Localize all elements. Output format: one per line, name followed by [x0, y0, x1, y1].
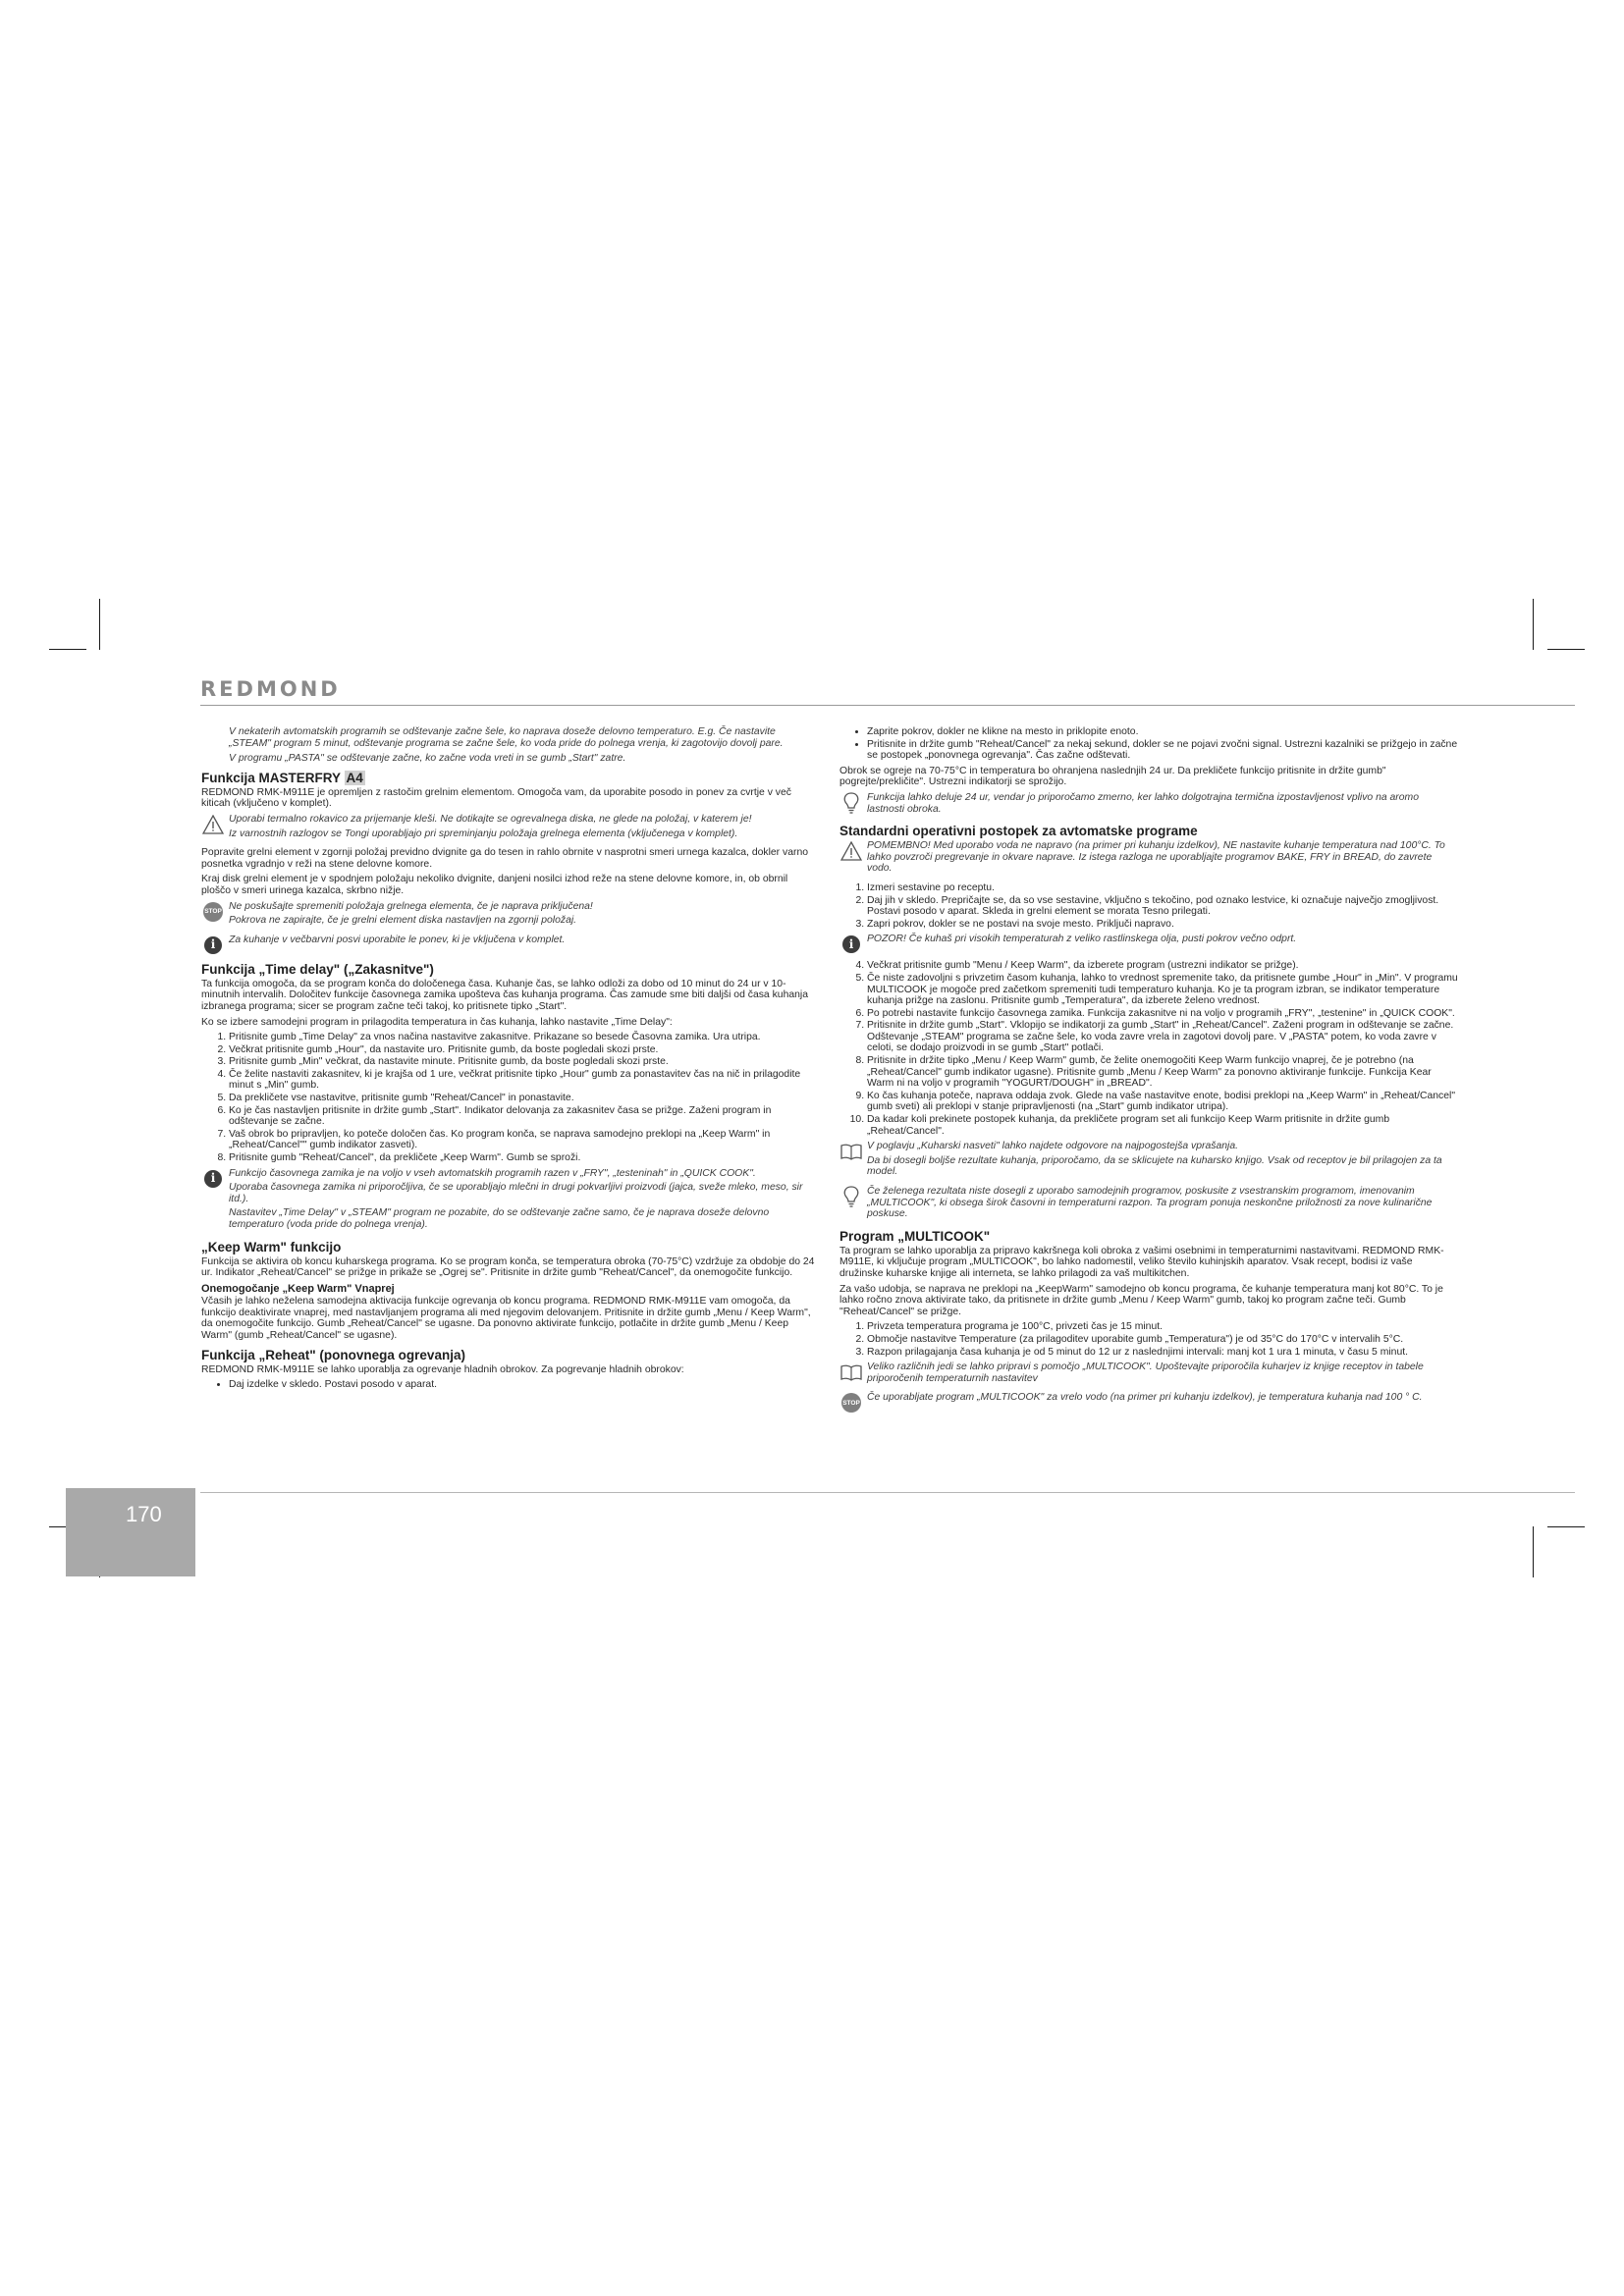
section-title-standard: Standardni operativni postopek za avtomatske programe	[839, 824, 1198, 839]
note-text: Če želenega rezultata niste dosegli z uporabo samodejnih programov, poskusite z vsestranskim programom, imenovanim „MULTICOOK", ki obsega širok časovni in temperaturni razpon. Ta program ponuja neskončne priložnosti za nove kulinarične poskuse.	[867, 1186, 1433, 1220]
list-item: 3. Zapri pokrov, dokler se ne postavi na svoje mesto. Priključi napravo.	[867, 919, 1458, 931]
note-text: Za kuhanje v večbarvni posvi uporabite le ponev, ki je vključena v komplet.	[229, 934, 566, 945]
stop-note	[839, 1392, 1458, 1414]
warning-note	[839, 840, 1458, 878]
brand-logo: REDMOND	[200, 677, 341, 701]
list-item: 2. Območje nastavitve Temperature (za prilagoditev uporabite gumb „Temperatura") je od 35°C do 170°C v intervalih 5°C.	[867, 1334, 1458, 1346]
list-item: 1. Pritisnite gumb „Time Delay" za vnos načina nastavitve zakasnitve. Prikazane so besede Časovna zamika. Ura utripa.	[229, 1032, 815, 1043]
intro-note: V nekaterih avtomatskih programih se odštevanje začne šele, ko naprava doseže delovno temperaturo. E.g. Če nastavite „STEAM" program 5 minut, odštevanje programa se začne šele, ko voda pride do polnega vrenja, ki zagotovijo dovolj pare.	[229, 726, 784, 749]
list-item: 4. Če želite nastaviti zakasnitev, ki je krajša od 1 ure, večkrat pritisnite tipko „Hour" gumb za ponastavitev čas na nič in prilagodite minut s „Min" gumb.	[229, 1069, 815, 1092]
note-text: Uporaba časovnega zamika ni priporočljiva, če se uporabljajo mlečni in drugi pokvarljivi proizvodi (jajca, sveže mleko, meso, sir itd.).	[229, 1182, 803, 1204]
crop-mark	[49, 649, 86, 650]
list-item: 2. Daj jih v skledo. Prepričajte se, da so vse sestavine, vključno s tekočino, pod oznako lestvice, ki označuje največjo zmogljivost. Postavi posodo v aparat. Skleda in grelni element se morata Tesno prilegati.	[867, 895, 1458, 918]
footer-rule	[200, 1492, 1575, 1493]
crop-mark	[1547, 649, 1585, 650]
list-item: 8. Pritisnite in držite tipko „Menu / Keep Warm" gumb, če želite onemogočiti Keep Warm funkcijo vnaprej, če je potrebno (na „Reheat/Cancel" gumb indikator ugasne). Pritisnite gumb „Menu / Keep Warm" za ponovno aktiviranje funkcije. Funkcija Kear Warm ni na voljo v programih "YOGURT/DOUGH" in „BREAD".	[867, 1055, 1458, 1090]
paragraph: Ko se izbere samodejni program in prilagodita temperatura in čas kuhanja, lahko nastavite „Time Delay":	[201, 1016, 673, 1028]
masterfry-badge: A4	[346, 770, 363, 785]
reheat-bullets	[201, 1379, 815, 1391]
list-item: • Pritisnite in držite gumb "Reheat/Cancel" za nekaj sekund, dokler se ne pojavi zvočni signal. Ustrezni kazalniki se prižgejo in začne se postopek „ponovnega ogrevanja". Čas začne odštevati.	[867, 739, 1458, 762]
list-item: • Zaprite pokrov, dokler ne klikne na mesto in priklopite enoto.	[867, 726, 1458, 738]
left-column	[201, 726, 815, 1395]
tip-note	[839, 792, 1458, 818]
crop-mark	[1533, 1526, 1534, 1577]
section-title-masterfry	[201, 771, 815, 785]
info-icon: i	[204, 1170, 222, 1188]
paragraph: REDMOND RMK-M911E se lahko uporablja za ogrevanje hladnih obrokov. Za pogrevanje hladnih obrokov:	[201, 1363, 684, 1375]
list-item: 8. Pritisnite gumb "Reheat/Cancel", da prekličete „Keep Warm". Gumb se sproži.	[229, 1152, 815, 1164]
list-item: 4. Večkrat pritisnite gumb "Menu / Keep Warm", da izberete program (ustrezni indikator se prižge).	[867, 960, 1458, 972]
note-text: Veliko različnih jedi se lahko pripravi s pomočjo „MULTICOOK". Upoštevajte priporočila kuharjev iz knjige receptov in tabele priporočenih temperaturnih nastavitev	[867, 1362, 1424, 1384]
tip-note	[839, 1186, 1458, 1223]
intro-note: V programu „PASTA" se odštevanje začne, ko začne voda vreti in se gumb „Start" zatre.	[229, 753, 626, 765]
note-text: POMEMBNO! Med uporabo voda ne napravo (na primer pri kuhanju izdelkov), NE nastavite kuhanje temperatura nad 100°C. To lahko povzroči pregrevanje in okvare naprave. Iz istega razloga ne uporabljajte programov BAKE, FRY in BREAD, do zavrete vodo.	[867, 840, 1445, 875]
list-item: 10. Da kadar koli prekinete postopek kuhanja, da prekličete program set ali funkcijo Keep Warm pritisnite in držite gumb „Reheat/Cancel".	[867, 1114, 1458, 1137]
note-text: Če uporabljate program „MULTICOOK" za vrelo vodo (na primer pri kuhanju izdelkov), je temperatura kuhanja nad 100 ° C.	[867, 1392, 1423, 1404]
book-icon	[839, 1362, 863, 1383]
list-item: 1. Izmeri sestavine po receptu.	[867, 882, 1458, 894]
list-item: 1. Privzeta temperatura programa je 100°C, privzeti čas je 15 minut.	[867, 1321, 1458, 1333]
subsection-title: Onemogočanje „Keep Warm" Vnaprej	[201, 1282, 395, 1295]
paragraph: Popravite grelni element v zgornji položaj previdno dvignite ga do tesen in rahlo obrnite v nasprotni smeri urnega kazalca, dokler varno posnetka vgradnjo v reži na stene delovne komore.	[201, 847, 809, 870]
stop-icon: STOP	[841, 1393, 861, 1413]
list-item: 3. Pritisnite gumb „Min" večkrat, da nastavite minute. Pritisnite gumb, da boste pogledali skozi prste.	[229, 1056, 815, 1068]
list-item: 5. Da prekličete vse nastavitve, pritisnite gumb "Reheat/Cancel" in ponastavite.	[229, 1093, 815, 1104]
paragraph: Za vašo udobja, se naprava ne preklopi na „KeepWarm" samodejno ob koncu programa, če kuhanje temperatura manj kot 80°C. To je lahko ročno znova aktivirate tako, da pritisnete in držite gumb „Menu / Keep Warm" gumb, takoj ko program začne teči. Gumb "Reheat/Cancel" se prižge.	[839, 1283, 1443, 1317]
note-text: Uporabi termalno rokavico za prijemanje kleši. Ne dotikajte se ogrevalnega diska, ne glede na položaj, v katerem je!	[229, 813, 752, 825]
header-rule	[200, 705, 1575, 706]
standard-steps	[839, 882, 1458, 930]
book-note	[839, 1362, 1458, 1387]
list-item: 7. Vaš obrok bo pripravljen, ko poteče določen čas. Ko program konča, se naprava samodejno preklopi na „Keep Warm" in „Reheat/Cancel"" gumb indikator zasveti).	[229, 1129, 815, 1151]
paragraph: Ta program se lahko uporablja za pripravo kakršnega koli obroka z vašimi osebnimi in temperaturnimi nastavitvami. REDMOND RMK-M911E, ki vključuje program „MULTICOOK", bo lahko nadomestil, veliko število kuhinjskih aparatov. Vsak recept, bodisi iz vaše družinske kuharske knjige ali interneta, se lahko prilagodi za vaš multikitchen.	[839, 1245, 1444, 1279]
standard-steps-cont	[839, 960, 1458, 1137]
section-title-timedelay: Funkcija „Time delay" („Zakasnitve")	[201, 961, 434, 977]
section-title-reheat: Funkcija „Reheat" (ponovnega ogrevanja)	[201, 1347, 465, 1362]
crop-mark	[99, 599, 100, 650]
book-icon	[839, 1141, 863, 1162]
reheat-bullets-cont	[839, 726, 1458, 762]
multicook-steps	[839, 1321, 1458, 1358]
paragraph: Funkcija se aktivira ob koncu kuharskega programa. Ko se program konča, se temperatura obroka (70-75°C) vzdržuje za obdobje do 24 ur. Indikator „Reheat/Cancel" se prižge in prikaže se „Ogrej se". Pritisnite in držite gumb "Reheat/Cancel", da onemogočite funkcijo.	[201, 1255, 815, 1279]
book-note	[839, 1141, 1458, 1181]
stop-note	[201, 901, 815, 930]
crop-mark	[1547, 1526, 1585, 1527]
paragraph: Včasih je lahko neželena samodejna aktivacija funkcije ogrevanja ob koncu programa. REDMOND RMK-M911E vam omogoča, da funkcijo deaktivirate vnaprej, med nastavljanjem programa ali med njegovim delovanjem. Pritisnite in držite gumb „Menu / Keep Warm", da onemogočite funkcijo. Gumb „Reheat/Cancel" se ugasne. Da ponovno aktivirate funkcijo, potlačite in držite gumb „Menu / Keep Warm" (gumb „Reheat/Cancel" se ugasne).	[201, 1296, 811, 1342]
paragraph: Obrok se ogreje na 70-75°C in temperatura bo ohranjena naslednjih 24 ur. Da prekličete funkcijo pritisnite in držite gumb" pogrejte/prekličite". Ustrezni indikatorji se sprožijo.	[839, 765, 1386, 788]
crop-mark	[1533, 599, 1534, 650]
lightbulb-icon	[839, 792, 863, 814]
list-item: 7. Pritisnite in držite gumb „Start". Vklopijo se indikatorji za gumb „Start" in „Reheat/Cancel". Zaženi program in odštevanje se začne. Odštevanje „STEAM" programa se začne šele, ko voda zavre vrela in zagotovi dovolj pare. V „PASTA" potem, ko voda zavre v celoti, se dodajo proizvodi in se gumb „Start" potlači.	[867, 1020, 1458, 1054]
page-number: 170	[126, 1502, 162, 1526]
info-note	[201, 934, 815, 956]
lightbulb-icon	[839, 1186, 863, 1207]
masterfry-title: Funkcija MASTERFRY	[201, 770, 341, 785]
list-item: 9. Ko čas kuhanja poteče, naprava oddaja zvok. Glede na vaše nastavitve enote, bodisi preklopi na „Keep Warm" in „Reheat/Cancel" gumb sveti) ali preklopi v stanje pripravljenosti (na „Start" gumb indikator utripa).	[867, 1091, 1458, 1113]
note-text: Da bi dosegli boljše rezultate kuhanja, priporočamo, da se sklicujete na kuharsko knjigo. Vsak od receptov je bil prilagojen za ta model.	[867, 1154, 1442, 1178]
list-item: 6. Po potrebi nastavite funkcijo časovnega zamika. Funkcija zakasnitve ni na voljo v programih „FRY", „testenine" in „QUICK COOK".	[867, 1008, 1458, 1020]
paragraph: Kraj disk grelni element je v spodnjem položaju nekoliko dvignite, danjeni nosilci izhod reže na stene delovne komore, in, ob obrnil ploščo v smeri urinega kazalca, skrbno nižje.	[201, 874, 788, 896]
list-item: 3. Razpon prilagajanja časa kuhanja je od 5 minut do 12 ur z naslednjimi intervali: manj kot 1 ura 1 minuta, v času 5 minut.	[867, 1347, 1458, 1359]
warning-triangle-icon	[839, 840, 863, 862]
list-item: • Daj izdelke v skledo. Postavi posodo v aparat.	[229, 1379, 815, 1391]
stop-icon: STOP	[203, 902, 223, 922]
info-icon: i	[204, 936, 222, 954]
list-item: 5. Če niste zadovoljni s privzetim časom kuhanja, lahko to vrednost spremenite tako, da pritisnete gumbe „Hour" in „Min". V programu MULTICOOK je mogoče pred začetkom spremeniti tudi temperaturo kuhanja. Ko je ta program izbran, se indikator temperature kuhanja prižge na zaslonu. Pritisnite gumb „Temperatura", da izberete želeno vrednost.	[867, 973, 1458, 1007]
paragraph: REDMOND RMK-M911E je opremljen z rastočim grelnim elementom. Omogoča vam, da uporabite posodo in ponev za cvrtje v več kiticah (vključeno v komplet).	[201, 786, 791, 810]
section-title-keepwarm: „Keep Warm" funkcijo	[201, 1239, 342, 1255]
note-text: POZOR! Če kuhaš pri visokih temperaturah z veliko rastlinskega olja, pusti pokrov večno odprt.	[867, 934, 1297, 945]
paragraph: Ta funkcija omogoča, da se program konča do določenega časa. Kuhanje čas, se lahko odloži za dobo od 10 minut do 24 ur v 10-minutnih intervalih. Določitev funkcije časovnega zamika upošteva čas kuhanja programa. Čas zamude sme biti daljši od časa kuhanja izbranega programa; sicer se program začne teči takoj, ko pritisnete tipko „Start".	[201, 978, 808, 1012]
warning-note	[201, 814, 815, 842]
note-text: Pokrova ne zapirajte, če je grelni element diska nastavljen na zgornji položaj.	[229, 915, 577, 927]
info-note	[201, 1168, 815, 1234]
warning-triangle-icon	[201, 814, 225, 835]
timedelay-steps	[201, 1032, 815, 1164]
note-text: Funkcija lahko deluje 24 ur, vendar jo priporočamo zmerno, ker lahko dolgotrajna termična izpostavljenost vplivo na aromo lastnosti obroka.	[867, 791, 1419, 815]
list-item: 2. Večkrat pritisnite gumb „Hour", da nastavite uro. Pritisnite gumb, da boste pogledali skozi prste.	[229, 1044, 815, 1056]
note-text: Ne poskušajte spremeniti položaja grelnega elementa, če je naprava priključena!	[229, 900, 593, 912]
note-text: Iz varnostnih razlogov se Tongi uporabljajo pri spreminjanju položaja grelnega elementa (vključenega v komplet).	[229, 828, 738, 839]
list-item: 6. Ko je čas nastavljen pritisnite in držite gumb „Start". Indikator delovanja za zakasnitev časa se prižge. Zaženi program in odštevanje se začne.	[229, 1105, 815, 1128]
note-text: Funkcijo časovnega zamika je na voljo v vseh avtomatskih programih razen v „FRY", „testeninah" in „QUICK COOK".	[229, 1167, 756, 1179]
note-text: Nastavitev „Time Delay" v „STEAM" program ne pozabite, do se odštevanje začne samo, če je naprava doseže delovno temperaturo (voda pride do polnega vrenja).	[229, 1207, 770, 1230]
section-title-multicook: Program „MULTICOOK"	[839, 1228, 991, 1244]
note-text: V poglavju „Kuharski nasveti" lahko najdete odgovore na najpogostejša vprašanja.	[867, 1141, 1238, 1152]
info-note	[839, 934, 1458, 955]
right-column	[839, 726, 1458, 1418]
info-icon: i	[842, 935, 860, 953]
